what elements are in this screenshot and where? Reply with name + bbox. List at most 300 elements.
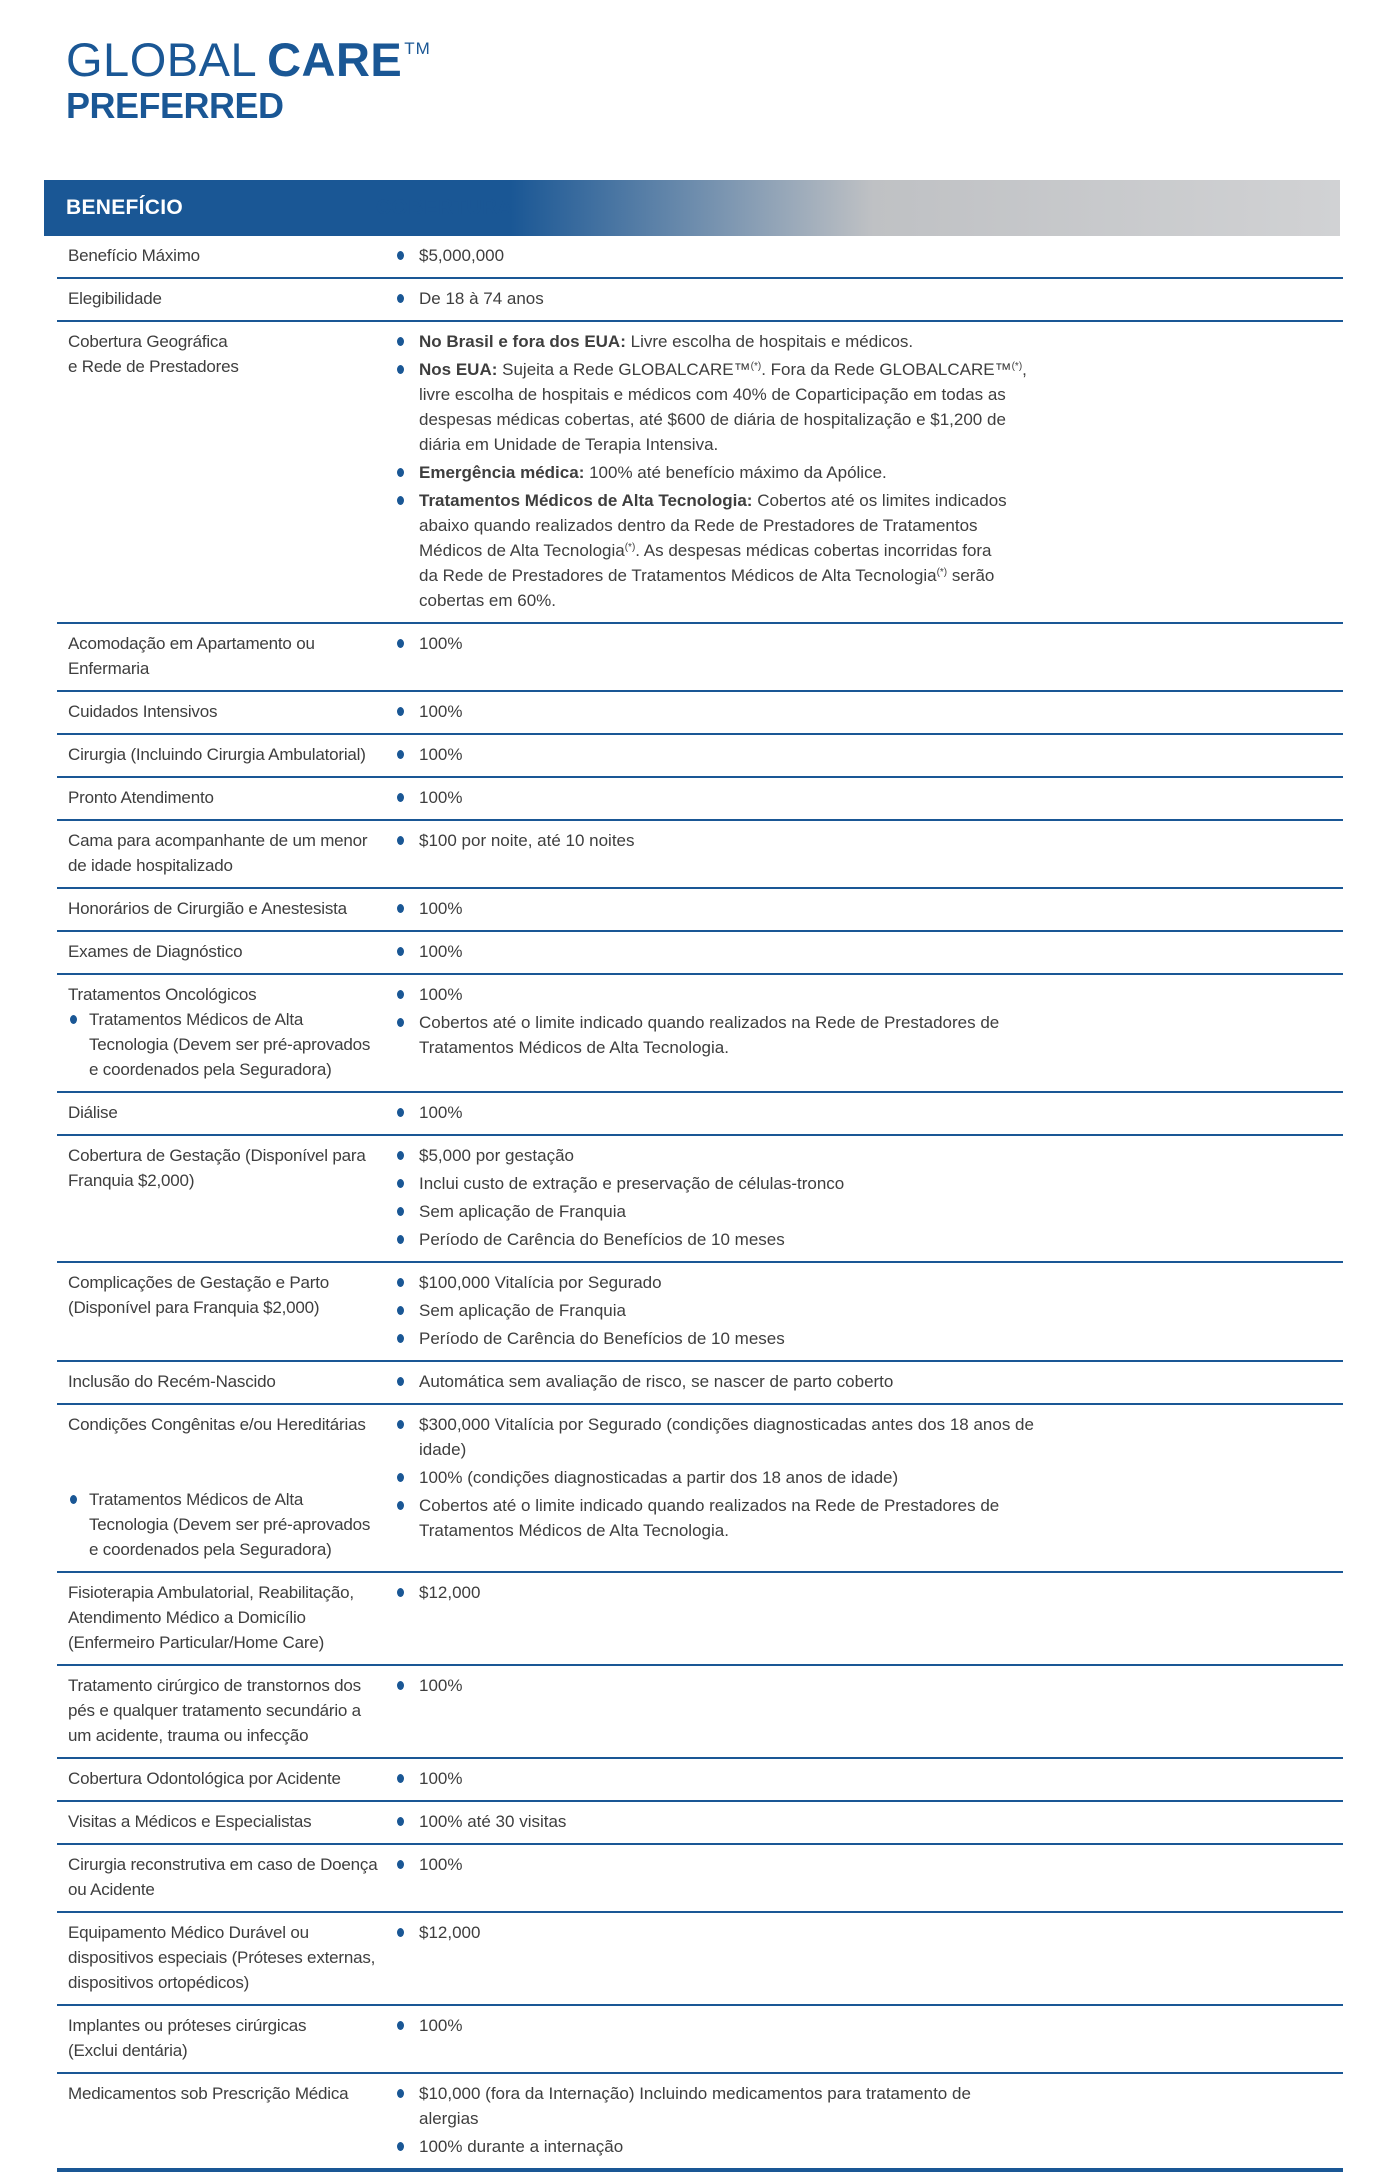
- coverage-line: [419, 1437, 1034, 1462]
- coverage-text: [419, 488, 1007, 613]
- benefit-item: [68, 2081, 397, 2106]
- text-segment: $5,000 por gestação: [419, 1146, 575, 1165]
- benefit-line: [89, 1537, 370, 1562]
- coverage-item: [397, 1412, 1343, 1462]
- coverage-text: [419, 939, 462, 964]
- coverage-text: [419, 286, 544, 311]
- text-segment: Inclui custo de extração e preservação de células-tronco: [419, 1174, 845, 1193]
- benefit-line: [68, 1295, 397, 1320]
- text-segment: Diálise: [68, 1103, 118, 1122]
- coverage-text: [419, 1298, 626, 1323]
- coverage-cell: [397, 1369, 1343, 1394]
- coverage-text: [419, 2013, 462, 2038]
- benefit-item: [68, 785, 397, 810]
- coverage-line: [419, 1143, 574, 1168]
- text-segment: Honorários de Cirurgião e Anestesista: [68, 899, 347, 918]
- benefit-line: [68, 896, 397, 921]
- benefit-line: [68, 982, 397, 1007]
- table-row: [57, 2074, 1343, 2172]
- coverage-item: [397, 785, 1343, 810]
- coverage-text: [419, 1465, 898, 1490]
- coverage-text: [419, 699, 462, 724]
- text-segment: Pronto Atendimento: [68, 788, 214, 807]
- text-segment: Inclusão do Recém-Nascido: [68, 1372, 276, 1391]
- text-segment: pés e qualquer tratamento secundário a: [68, 1701, 361, 1720]
- benefit-text: [68, 1100, 397, 1125]
- brand-care-text: CARE: [267, 33, 403, 86]
- text-segment: Sem aplicação de Franquia: [419, 1202, 626, 1221]
- coverage-line: [419, 1035, 999, 1060]
- text-segment: 100%: [419, 985, 463, 1004]
- coverage-item: [397, 1326, 1343, 1351]
- coverage-text: [419, 1010, 999, 1060]
- bullet-icon: [397, 1928, 404, 1937]
- text-segment: Benefício Máximo: [68, 246, 200, 265]
- text-segment: $100,000 Vitalícia por Segurado: [419, 1273, 662, 1292]
- benefit-cell: [57, 1412, 397, 1562]
- table-row: [57, 1263, 1343, 1362]
- benefit-text: [68, 896, 397, 921]
- benefit-cell: [57, 1809, 397, 1834]
- bullet-icon: [397, 707, 404, 716]
- coverage-line: [419, 460, 887, 485]
- benefits-table: [57, 236, 1343, 2172]
- text-segment: Elegibilidade: [68, 289, 162, 308]
- benefit-cell: [57, 329, 397, 613]
- coverage-cell: [397, 329, 1343, 613]
- benefit-item: [68, 1673, 397, 1748]
- table-row: [57, 1573, 1343, 1666]
- table-row: [57, 624, 1343, 692]
- coverage-text: [419, 1270, 662, 1295]
- coverage-cell: [397, 742, 1343, 767]
- coverage-line: [419, 939, 462, 964]
- text-segment: Implantes ou próteses cirúrgicas: [68, 2016, 307, 2035]
- text-segment: alergias: [419, 2109, 479, 2128]
- bold-text-segment: Emergência médica:: [419, 463, 590, 482]
- benefit-line: [68, 1580, 397, 1605]
- benefit-cell: [57, 785, 397, 810]
- benefit-cell: [57, 1852, 397, 1902]
- coverage-line: [419, 2106, 971, 2131]
- benefit-line: [68, 286, 397, 311]
- coverage-item: [397, 329, 1343, 354]
- coverage-line: [419, 243, 504, 268]
- benefit-line: [68, 1809, 397, 1834]
- text-segment: Cobertura Geográfica: [68, 332, 228, 351]
- text-segment: (Enfermeiro Particular/Home Care): [68, 1633, 325, 1652]
- coverage-line: [419, 896, 462, 921]
- bullet-icon: [397, 1860, 404, 1869]
- bold-text-segment: No Brasil e fora dos EUA:: [419, 332, 631, 351]
- benefit-item: [68, 1920, 397, 1995]
- text-segment: 100% (condições diagnosticadas a partir dos 18 anos de idade): [419, 1468, 899, 1487]
- coverage-item: [397, 1809, 1343, 1834]
- coverage-line: [419, 1493, 999, 1518]
- coverage-item: [397, 939, 1343, 964]
- benefit-line: [89, 1007, 370, 1032]
- benefit-line: [89, 1032, 370, 1057]
- coverage-item: [397, 1766, 1343, 1791]
- bullet-icon: [397, 990, 404, 999]
- bullet-icon: [397, 1588, 404, 1597]
- coverage-item: [397, 357, 1343, 457]
- coverage-item: [397, 1493, 1343, 1543]
- text-segment: serão: [947, 566, 995, 585]
- coverage-text: [419, 1100, 462, 1125]
- benefit-cell: [57, 1673, 397, 1748]
- coverage-line: [419, 1270, 662, 1295]
- coverage-cell: [397, 2013, 1343, 2063]
- benefit-cell: [57, 896, 397, 921]
- benefit-item: [68, 243, 397, 268]
- benefit-column-header: BENEFÍCIO: [66, 196, 184, 219]
- coverage-line: [419, 357, 1027, 382]
- benefit-item: [68, 329, 397, 379]
- coverage-item: [397, 460, 1343, 485]
- coverage-text: [419, 1369, 893, 1394]
- coverage-line: [419, 1227, 785, 1252]
- table-row: [57, 1845, 1343, 1913]
- text-segment: Fisioterapia Ambulatorial, Reabilitação,: [68, 1583, 354, 1602]
- text-segment: e Rede de Prestadores: [68, 357, 239, 376]
- coverage-line: [419, 1369, 893, 1394]
- bullet-icon: [397, 1235, 404, 1244]
- benefit-line: [68, 1970, 397, 1995]
- benefit-line: [68, 2081, 397, 2106]
- benefit-line: [68, 853, 397, 878]
- coverage-text: [419, 1199, 626, 1224]
- text-segment: dispositivos especiais (Próteses externas,: [68, 1948, 376, 1967]
- coverage-line: [419, 785, 462, 810]
- coverage-text: [419, 1852, 462, 1877]
- coverage-item: [397, 1270, 1343, 1295]
- coverage-text: [419, 460, 887, 485]
- coverage-cell: [397, 1852, 1343, 1902]
- benefit-line: [68, 329, 397, 354]
- benefit-line: [68, 1698, 397, 1723]
- coverage-item: [397, 1199, 1343, 1224]
- table-row: [57, 1802, 1343, 1845]
- coverage-line: [419, 1852, 462, 1877]
- bullet-icon: [397, 2021, 404, 2030]
- coverage-item: [397, 1369, 1343, 1394]
- benefit-text: [68, 1766, 397, 1791]
- benefit-line: [68, 1673, 397, 1698]
- coverage-line: [419, 742, 462, 767]
- bold-text-segment: Nos EUA:: [419, 360, 503, 379]
- benefit-cell: [57, 828, 397, 878]
- benefit-cell: [57, 1920, 397, 1995]
- coverage-cell: [397, 896, 1343, 921]
- bullet-icon: [397, 1278, 404, 1287]
- coverage-item: [397, 1010, 1343, 1060]
- text-segment: Cobertos até os limites indicados: [757, 491, 1007, 510]
- benefit-text: [68, 1852, 397, 1902]
- text-segment: Tratamentos Médicos de Alta Tecnologia.: [419, 1038, 729, 1057]
- bullet-icon: [397, 1108, 404, 1117]
- benefit-text: [68, 1580, 397, 1655]
- benefit-text: [68, 1143, 397, 1193]
- coverage-column-header: COBERTURA: [376, 196, 513, 219]
- coverage-cell: [397, 982, 1343, 1082]
- benefit-line: [68, 1852, 397, 1877]
- coverage-line: [419, 1412, 1034, 1437]
- text-segment: um acidente, trauma ou infecção: [68, 1726, 309, 1745]
- coverage-line: [419, 1171, 844, 1196]
- bullet-icon: [397, 639, 404, 648]
- bullet-icon: [397, 1306, 404, 1315]
- superscript-note: (*): [624, 542, 636, 553]
- text-segment: e coordenados pela Seguradora): [89, 1540, 332, 1559]
- table-row: [57, 975, 1343, 1093]
- coverage-item: [397, 699, 1343, 724]
- text-segment: Tratamentos Médicos de Alta Tecnologia.: [419, 1521, 729, 1540]
- benefit-item: [68, 742, 397, 767]
- text-segment: Tecnologia (Devem ser pré-aprovados: [89, 1515, 371, 1534]
- coverage-cell: [397, 828, 1343, 878]
- benefit-item: [68, 1809, 397, 1834]
- coverage-line: [419, 1673, 462, 1698]
- benefit-line: [68, 1766, 397, 1791]
- coverage-text: [419, 2081, 971, 2131]
- coverage-line: [419, 488, 1007, 513]
- text-segment: Período de Carência do Benefícios de 10 meses: [419, 1329, 785, 1348]
- coverage-item: [397, 2081, 1343, 2131]
- text-segment: Cobertos até o limite indicado quando realizados na Rede de Prestadores de: [419, 1013, 1000, 1032]
- benefit-cell: [57, 1369, 397, 1394]
- benefit-text: [68, 1412, 397, 1437]
- coverage-line: [419, 1100, 462, 1125]
- text-segment: Equipamento Médico Durável ou: [68, 1923, 309, 1942]
- benefit-sub-item: [68, 1487, 397, 1562]
- brand-preferred-text: PREFERRED: [66, 85, 284, 126]
- coverage-text: [419, 1143, 574, 1168]
- bullet-icon: [397, 2142, 404, 2151]
- coverage-text: [419, 1326, 785, 1351]
- coverage-line: [419, 588, 1007, 613]
- coverage-item: [397, 1673, 1343, 1698]
- text-segment: Enfermaria: [68, 659, 150, 678]
- coverage-text: [419, 896, 462, 921]
- table-row: [57, 692, 1343, 735]
- benefit-item: [68, 896, 397, 921]
- text-segment: Cobertura Odontológica por Acidente: [68, 1769, 341, 1788]
- benefit-item: [68, 1580, 397, 1655]
- text-segment: Período de Carência do Benefícios de 10 meses: [419, 1230, 785, 1249]
- text-segment: Livre escolha de hospitais e médicos.: [630, 332, 914, 351]
- benefit-line: [68, 699, 397, 724]
- benefit-cell: [57, 2013, 397, 2063]
- benefit-cell: [57, 939, 397, 964]
- benefit-item: [68, 1412, 397, 1437]
- bullet-icon: [397, 251, 404, 260]
- coverage-cell: [397, 1580, 1343, 1655]
- benefit-line: [68, 939, 397, 964]
- text-segment: (Exclui dentária): [68, 2041, 188, 2060]
- text-segment: De 18 à 74 anos: [419, 289, 544, 308]
- benefit-line: [68, 2038, 397, 2063]
- benefit-line: [89, 1057, 370, 1082]
- benefit-item: [68, 1766, 397, 1791]
- text-segment: 100%: [419, 634, 463, 653]
- text-segment: idade): [419, 1440, 467, 1459]
- text-segment: Tratamentos Oncológicos: [68, 985, 257, 1004]
- bold-text-segment: Tratamentos Médicos de Alta Tecnologia:: [419, 491, 758, 510]
- coverage-item: [397, 1852, 1343, 1877]
- coverage-line: [419, 1326, 785, 1351]
- text-segment: 100% até benefício máximo da Apólice.: [589, 463, 887, 482]
- coverage-item: [397, 742, 1343, 767]
- benefit-line: [68, 354, 397, 379]
- benefit-line: [68, 1168, 397, 1193]
- text-segment: Exames de Diagnóstico: [68, 942, 243, 961]
- benefit-line: [68, 828, 397, 853]
- bullet-icon: [397, 365, 404, 374]
- benefit-text: [68, 828, 397, 878]
- bullet-icon: [397, 1151, 404, 1160]
- bullet-icon: [397, 1207, 404, 1216]
- benefit-line: [68, 2013, 397, 2038]
- benefit-text: [68, 1673, 397, 1748]
- coverage-item: [397, 896, 1343, 921]
- text-segment: 100%: [419, 788, 463, 807]
- bullet-icon: [70, 1495, 77, 1504]
- coverage-line: [419, 1465, 898, 1490]
- benefit-text: [68, 939, 397, 964]
- text-segment: da Rede de Prestadores de Tratamentos Médicos de Alta Tecnologia: [419, 566, 937, 585]
- coverage-line: [419, 286, 544, 311]
- coverage-cell: [397, 699, 1343, 724]
- text-segment: 100% até 30 visitas: [419, 1812, 567, 1831]
- bullet-icon: [397, 947, 404, 956]
- coverage-cell: [397, 785, 1343, 810]
- benefit-text: [68, 631, 397, 681]
- text-segment: Cuidados Intensivos: [68, 702, 218, 721]
- text-segment: $12,000: [419, 1923, 481, 1942]
- bullet-icon: [397, 337, 404, 346]
- benefit-text: [89, 1487, 370, 1562]
- brand-logo: [66, 33, 431, 126]
- text-segment: 100%: [419, 1676, 463, 1695]
- benefit-line: [89, 1512, 370, 1537]
- coverage-cell: [397, 1766, 1343, 1791]
- coverage-text: [419, 1493, 999, 1543]
- benefit-cell: [57, 1580, 397, 1655]
- text-segment: Tratamentos Médicos de Alta: [89, 1010, 304, 1029]
- benefit-line: [68, 1877, 397, 1902]
- benefit-text: [68, 1369, 397, 1394]
- text-segment: abaixo quando realizados dentro da Rede de Prestadores de Tratamentos: [419, 516, 978, 535]
- benefit-sub-item: [68, 1007, 397, 1082]
- text-segment: Médicos de Alta Tecnologia: [419, 541, 625, 560]
- bullet-icon: [397, 836, 404, 845]
- benefit-item: [68, 699, 397, 724]
- superscript-note: (*): [750, 361, 762, 372]
- table-row: [57, 1759, 1343, 1802]
- coverage-text: [419, 329, 913, 354]
- coverage-cell: [397, 1673, 1343, 1748]
- coverage-text: [419, 243, 504, 268]
- benefit-line: [68, 1369, 397, 1394]
- coverage-text: [419, 1580, 480, 1605]
- table-row: [57, 778, 1343, 821]
- benefit-item: [68, 1369, 397, 1394]
- coverage-item: [397, 1171, 1343, 1196]
- text-segment: ou Acidente: [68, 1880, 155, 1899]
- coverage-line: [419, 1809, 566, 1834]
- coverage-text: [419, 1673, 462, 1698]
- text-segment: $300,000 Vitalícia por Segurado (condições diagnosticadas antes dos 18 anos de: [419, 1415, 1034, 1434]
- benefit-text: [89, 1007, 370, 1082]
- coverage-text: [419, 1920, 480, 1945]
- coverage-item: [397, 1298, 1343, 1323]
- benefit-item: [68, 1852, 397, 1902]
- coverage-cell: [397, 1920, 1343, 1995]
- coverage-line: [419, 2013, 462, 2038]
- benefit-item: [68, 631, 397, 681]
- coverage-text: [419, 2134, 623, 2159]
- text-segment: $10,000 (fora da Internação) Incluindo medicamentos para tratamento de: [419, 2084, 971, 2103]
- table-row: [57, 1913, 1343, 2006]
- table-row: [57, 1362, 1343, 1405]
- text-segment: Cobertos até o limite indicado quando realizados na Rede de Prestadores de: [419, 1496, 1000, 1515]
- superscript-note: (*): [1011, 361, 1023, 372]
- coverage-cell: [397, 1809, 1343, 1834]
- coverage-text: [419, 785, 462, 810]
- text-segment: $12,000: [419, 1583, 481, 1602]
- table-row: [57, 821, 1343, 889]
- coverage-text: [419, 357, 1027, 457]
- table-row: [57, 735, 1343, 778]
- bullet-icon: [397, 1473, 404, 1482]
- benefit-cell: [57, 243, 397, 268]
- coverage-line: [419, 828, 635, 853]
- bullet-icon: [397, 750, 404, 759]
- text-segment: Cama para acompanhante de um menor: [68, 831, 368, 850]
- benefit-text: [68, 1920, 397, 1995]
- table-row: [57, 236, 1343, 279]
- coverage-item: [397, 1100, 1343, 1125]
- coverage-item: [397, 2013, 1343, 2038]
- table-row: [57, 322, 1343, 624]
- text-segment: (Disponível para Franquia $2,000): [68, 1298, 320, 1317]
- coverage-item: [397, 1580, 1343, 1605]
- coverage-cell: [397, 1143, 1343, 1252]
- benefit-cell: [57, 699, 397, 724]
- benefit-item: [68, 939, 397, 964]
- text-segment: ,: [1022, 360, 1027, 379]
- benefit-text: [68, 1809, 397, 1834]
- coverage-text: [419, 1412, 1034, 1462]
- coverage-item: [397, 243, 1343, 268]
- benefit-cell: [57, 742, 397, 767]
- bullet-icon: [397, 1377, 404, 1386]
- table-row: [57, 932, 1343, 975]
- superscript-note: (*): [936, 567, 948, 578]
- coverage-text: [419, 1766, 462, 1791]
- coverage-text: [419, 828, 635, 853]
- text-segment: despesas médicas cobertas, até $600 de diária de hospitalização e $1,200 de: [419, 410, 1006, 429]
- bullet-icon: [397, 904, 404, 913]
- coverage-line: [419, 513, 1007, 538]
- benefit-cell: [57, 1270, 397, 1351]
- table-row: [57, 2006, 1343, 2074]
- text-segment: Atendimento Médico a Domicílio: [68, 1608, 306, 1627]
- coverage-text: [419, 742, 462, 767]
- bullet-icon: [397, 1420, 404, 1429]
- text-segment: Cirurgia (Incluindo Cirurgia Ambulatorial): [68, 745, 366, 764]
